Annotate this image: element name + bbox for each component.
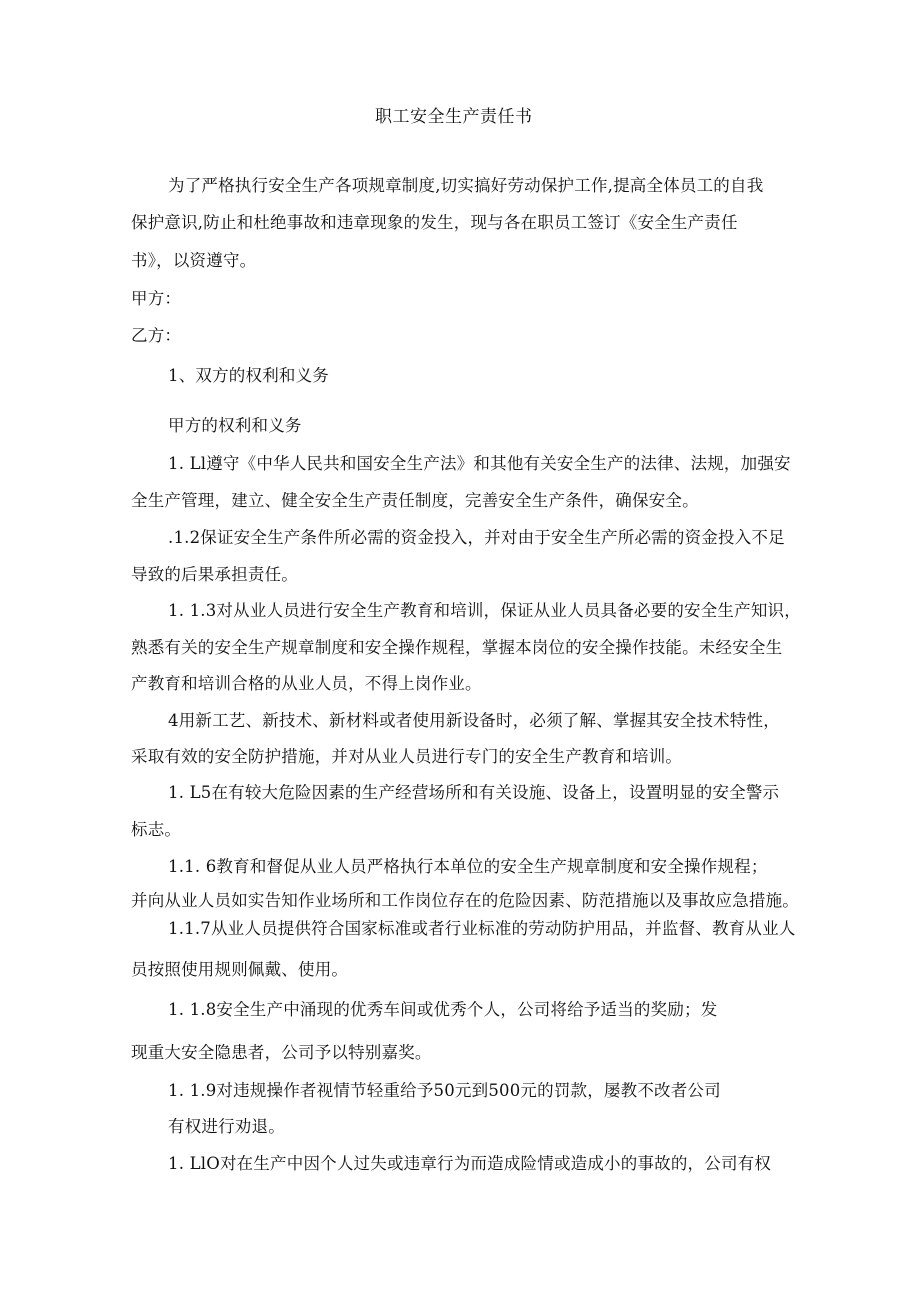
- clause-line: 熟悉有关的安全生产规章制度和安全操作规程，掌握本岗位的安全操作技能。未经安全生: [131, 638, 783, 657]
- clause-line: 1. L5在有较大危险因素的生产经营场所和有关设施、设备上，设置明显的安全警示: [168, 783, 780, 802]
- intro-line: 书》，以资遵守。: [131, 251, 257, 270]
- clause-line: 1. 1.8安全生产中涌现的优秀车间或优秀个人，公司将给予适当的奖励；发: [168, 1000, 718, 1019]
- clause-line: 采取有效的安全防护措施，并对从业人员进行专门的安全生产教育和培训。: [131, 747, 683, 766]
- document-title: 职工安全生产责任书: [375, 107, 533, 127]
- subsection-heading: 甲方的权利和义务: [168, 416, 302, 435]
- party-b-label: 乙方：: [131, 326, 182, 345]
- clause-line: 1. Ll遵守《中华人民共和国安全生产法》和其他有关安全生产的法律、法规，加强安: [168, 454, 791, 473]
- clause-line: 1.1.7从业人员提供符合国家标准或者行业标准的劳动防护用品，并监督、教育从业人: [168, 919, 796, 938]
- clause-line: 标志。: [131, 820, 182, 839]
- intro-line: 为了严格执行安全生产各项规章制度,切实搞好劳动保护工作,提高全体员工的自我: [168, 176, 764, 195]
- section-heading: 1、双方的权利和义务: [168, 366, 329, 385]
- clause-line: 并向从业人员如实告知作业场所和工作岗位存在的危险因素、防范措施以及事故应急措施。: [131, 891, 799, 910]
- party-a-label: 甲方：: [131, 289, 182, 308]
- intro-line: 保护意识,防止和杜绝事故和违章现象的发生，现与各在职员工签订《安全生产责任: [131, 213, 738, 232]
- clause-line: 有权进行劝退。: [168, 1117, 285, 1136]
- clause-line: 产教育和培训合格的从业人员，不得上岗作业。: [131, 674, 482, 693]
- clause-line: 4用新工艺、新技术、新材料或者使用新设备时，必须了解、掌握其安全技术特性，: [168, 711, 780, 730]
- clause-line: 现重大安全隐患者，公司予以特别嘉奖。: [131, 1043, 432, 1062]
- clause-line: 1. 1.3对从业人员进行安全生产教育和培训，保证从业人员具备必要的安全生产知识，: [168, 601, 801, 620]
- clause-line: 1. 1.9对违规操作者视情节轻重给予50元到500元的罚款，屡教不改者公司: [168, 1081, 721, 1100]
- clause-line: .1.2保证安全生产条件所必需的资金投入，并对由于安全生产所必需的资金投入不足: [168, 528, 785, 547]
- clause-line: 1. LlO对在生产中因个人过失或违章行为而造成险情或造成小的事故的，公司有权: [168, 1154, 772, 1173]
- clause-line: 1.1. 6教育和督促从业人员严格执行本单位的安全生产规章制度和安全操作规程；: [168, 857, 768, 876]
- clause-line: 员按照使用规则佩戴、使用。: [131, 960, 349, 979]
- clause-line: 全生产管理，建立、健全安全生产责任制度，完善安全生产条件，确保安全。: [131, 491, 699, 510]
- clause-line: 导致的后果承担责任。: [131, 565, 298, 584]
